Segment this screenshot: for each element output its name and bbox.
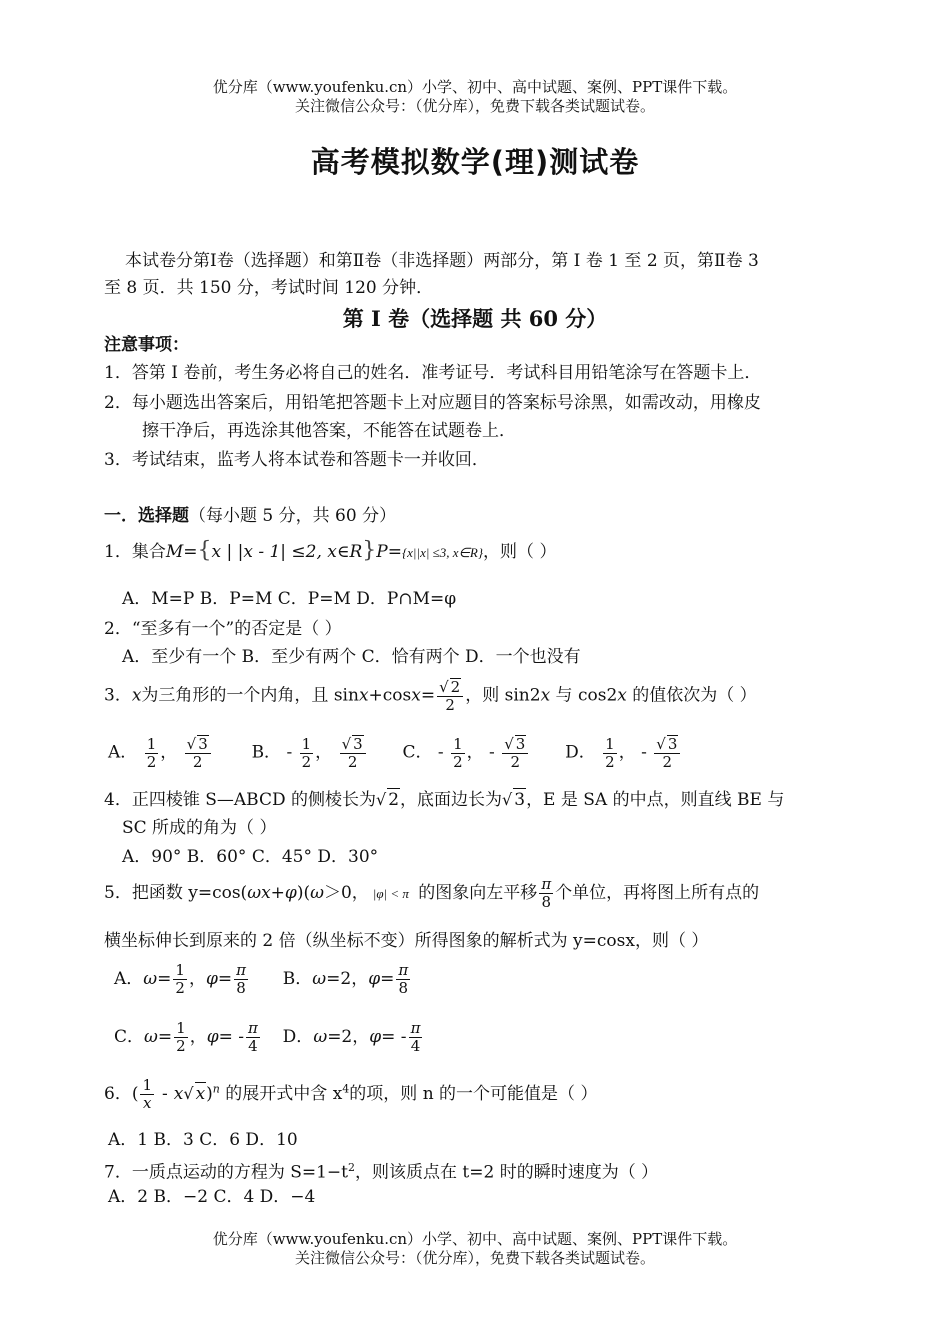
footer-line-2: 关注微信公众号：（优分库），免费下载各类试题试卷。 (294, 1249, 655, 1267)
q1-m-label: M= (165, 542, 198, 562)
part1-heading (104, 505, 396, 527)
q1-prefix: 1．集合 (104, 542, 166, 562)
q5-opt-c: C． (114, 1027, 145, 1047)
q3-b-frac1: $\frac{1}{2}$ (301, 734, 312, 771)
q3-x5: x (617, 685, 627, 706)
q5-b: x+ (261, 883, 285, 903)
q1-suffix: ，则（ ） (483, 542, 557, 562)
intro-line-2: 至 8 页．共 150 分，考试时间 120 分钟． (104, 278, 434, 298)
q3-x2: x (358, 685, 369, 706)
q6-stem: 的展开式中含 x (219, 1084, 343, 1104)
q3-stem4: ，则 sin2 (465, 685, 541, 706)
page-title: 高考模拟数学(理)测试卷 (310, 145, 640, 179)
footer-line-1: 优分库（www.youfenku.cn）小学、初中、高中试题、案例、PPT课件下载。 (212, 1230, 738, 1248)
note-1: 1．答第 I 卷前，考生务必将自己的姓名．准考证号．考试科目用铅笔涂写在答题卡上． (104, 363, 762, 383)
q3-num: 2 (450, 678, 461, 696)
part1-note: （每小题 5 分，共 60 分） (189, 506, 397, 526)
q3-stem6: 的值依次为（ ） (626, 685, 757, 706)
q4-options: A．90° B．60° C．45° D．30° (122, 847, 379, 867)
header-line-1: 优分库（www.youfenku.cn）小学、初中、高中试题、案例、PPT课件下载。 (212, 78, 738, 96)
sqrt-icon: √ (656, 735, 666, 753)
q3-d-frac2: $\frac{√ 3}{2}$ (654, 735, 680, 771)
q5-options-ab: A．ω= $\frac{1}{2}$ ，φ= $\frac{\pi}{8}$ B．ω=2，φ= $\frac{\pi}{8}$ (114, 961, 409, 997)
q5-g: 个单位，再将图上所有点的 (555, 883, 760, 903)
notes-heading: 注意事项： (104, 335, 189, 355)
q3-opt-c: C． (402, 742, 433, 763)
q3-den: 2 (445, 696, 455, 714)
question-4 (104, 788, 784, 811)
note-3: 3．考试结束，监考人将本试卷和答题卡一并收回． (104, 450, 489, 470)
q5-phi: φ (284, 883, 297, 903)
intro-line-1: 本试卷分第I卷（选择题）和第Ⅱ卷（非选择题）两部分，第 I 卷 1 至 2 页，第Ⅱ卷 3 (125, 251, 759, 271)
q3-opt-a: A． (108, 742, 138, 763)
q1-p-set: {x||x| ≤3, x∈R} (401, 545, 484, 560)
q4-line-2: SC 所成的角为（ ） (122, 818, 277, 838)
q3-pre: 3． (104, 685, 132, 706)
q6-pre: 6． (104, 1084, 132, 1104)
q5-opt-a: A． (114, 969, 144, 989)
q3-a-frac1: $\frac{1}{2}$ (146, 734, 157, 771)
q3-c-frac2: $\frac{√ 3}{2}$ (502, 735, 528, 771)
q7-options: A．2 B．−2 C．4 D．−4 (108, 1187, 316, 1207)
q3-x3: x (411, 685, 421, 706)
q3-fraction (437, 678, 463, 714)
sqrt-icon: √ (341, 735, 352, 753)
q6-options: A．1 B．3 C．6 D．10 (108, 1130, 298, 1150)
part1-title: 一．选择题 (104, 506, 189, 526)
q1-options: A．M=P B．P=M C．P=M D．P∩M=φ (122, 589, 457, 609)
sqrt-icon: √ (502, 790, 513, 809)
note-2b: 擦干净后，再选涂其他答案，不能答在试题卷上． (142, 421, 516, 441)
q3-c-frac1: $\frac{1}{2}$ (453, 734, 463, 771)
question-7: 7．一质点运动的方程为 $S=1-t^2$，则该质点在 t=2 时的瞬时速度为（ ） (104, 1161, 659, 1183)
q2-options: A．至少有一个 B．至少有两个 C．恰有两个 D．一个也没有 (122, 647, 581, 667)
q5-w: ω (247, 883, 262, 903)
sqrt-icon: √ (376, 790, 387, 809)
q3-d-frac1: $\frac{1}{2}$ (605, 734, 615, 771)
q3-opt-b: B． (251, 742, 282, 763)
question-1 (104, 540, 556, 564)
q6-frac: $\frac{1}{x}$ (142, 1076, 153, 1112)
sqrt-icon: √ (439, 678, 449, 696)
q5-opt-b: B． (282, 969, 313, 989)
q3-x: x (131, 685, 142, 706)
question-5 (104, 876, 759, 911)
q5-a: 5．把函数 y=cos( (104, 883, 248, 903)
q4-line1b: ，底面边长为 (400, 790, 503, 810)
section-title: 第 I 卷（选择题 共 60 分） (342, 306, 608, 331)
q5-c: )( (296, 883, 311, 903)
q3-stem2: +cos (368, 685, 412, 706)
q3-opt-d: D． (565, 742, 596, 763)
q7-stem: 7．一质点运动的方程为 S=1−t (104, 1162, 349, 1183)
q5-e: |φ| < π (372, 886, 409, 901)
q5-opt-d: D． (282, 1027, 314, 1047)
q5-f: 的图象向左平移 (412, 883, 538, 903)
header-line-2: 关注微信公众号：（优分库），免费下载各类试题试卷。 (294, 97, 655, 115)
q1-p-label: P= (376, 542, 402, 562)
q3-options: A． $\frac{1}{2}$ ， $\frac{√ 3}{2}$ B． - $\frac{1}{2}$ ， $\frac{√ 3}{2}$ C． - $\frac{1}{2}$ ， - $\frac{√ 3}{2}$ D． $\frac{1}{2}$ ， - $\frac{√ 3}{2}$ (108, 735, 682, 771)
q4-r2: 3 (514, 790, 526, 810)
question-2: 2．“至多有一个”的否定是（ ） (104, 619, 342, 639)
q4-line1a: 4．正四棱锥 S—ABCD 的侧棱长为 (104, 790, 376, 810)
question-3 (104, 678, 757, 714)
q3-stem5: 与 cos2 (550, 685, 618, 706)
q3-stem3: = (420, 685, 436, 706)
q4-r1: 2 (388, 790, 400, 810)
q3-a-frac2: $\frac{√ 3}{2}$ (185, 735, 211, 771)
q3-stem1: 为三角形的一个内角，且 sin (141, 685, 359, 706)
q5-line-2: 横坐标伸长到原来的 2 倍（纵坐标不变）所得图象的解析式为 y=cosx，则（ ） (104, 931, 709, 951)
q1-right-brace-icon: } (362, 538, 377, 563)
q5-d: ＞0， (323, 883, 369, 903)
sqrt-icon: √ (504, 735, 514, 753)
q5-w2: ω (310, 883, 324, 903)
q6-stem2: 的项，则 n 的一个可能值是（ ） (349, 1084, 598, 1104)
q1-m-set: x | |x - 1| ≤2, x∈R (211, 542, 363, 562)
sqrt-icon: √ (183, 1084, 194, 1103)
q3-x4: x (540, 685, 551, 706)
question-6: 6．( $\frac{1}{x}$ - x√ x)$^n$ 的展开式中含 $x^4$的项，则 n 的一个可能值是（ ） (104, 1076, 598, 1112)
q5-options-cd: C．ω= $\frac{1}{2}$ ，φ= - $\frac{\pi}{4}$ D．ω=2，φ= - $\frac{\pi}{4}$ (114, 1019, 421, 1055)
q7-stem2: ，则该质点在 t=2 时的瞬时速度为（ ） (355, 1162, 659, 1183)
q5-shift-frac: $\frac{\pi}{8}$ (541, 875, 552, 911)
sqrt-icon: √ (186, 735, 197, 753)
note-2a: 2．每小题选出答案后，用铅笔把答题卡上对应题目的答案标号涂黑，如需改动，用橡皮 (104, 393, 761, 413)
q4-line1c: ，E 是 SA 的中点，则直线 BE 与 (526, 790, 785, 810)
q1-left-brace-icon: { (197, 538, 212, 563)
q3-b-frac2: $\frac{√ 3}{2}$ (340, 735, 366, 771)
